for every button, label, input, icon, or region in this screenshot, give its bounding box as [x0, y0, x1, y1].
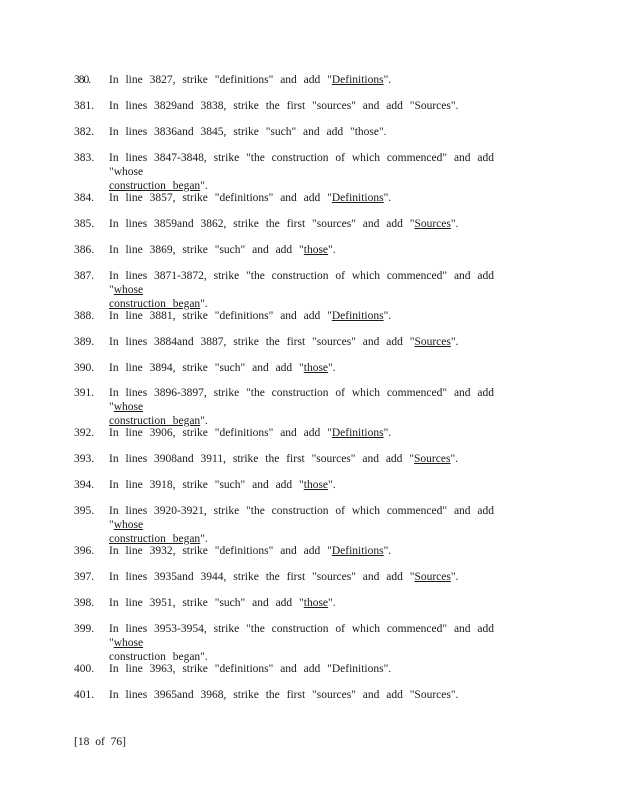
- item-text-pre: In lines 3920-3921, strike "the construction of which commenced" and add ": [109, 505, 495, 531]
- item-text-continuation: construction began".: [109, 651, 208, 663]
- item-text-pre: In line 3951, strike "such" and add ": [109, 597, 304, 609]
- item-text-insert: whose: [113, 401, 144, 413]
- item-text-pre: In line 3827, strike "definitions" and add ": [109, 74, 332, 86]
- item-text-post: ".: [383, 427, 392, 439]
- item-number: 399.: [74, 623, 95, 635]
- item-text-insert: whose: [113, 637, 144, 649]
- item-text: [109, 335, 514, 349]
- item-text-insert: Definitions: [331, 310, 384, 322]
- item-number: 384.: [74, 192, 95, 204]
- item-text-pre: In line 3869, strike "such" and add ": [109, 244, 304, 256]
- item-text-post: ".: [200, 298, 208, 310]
- item-text-post: ".: [200, 533, 208, 545]
- item-text-insert: construction began: [109, 180, 201, 192]
- item-text-insert: whose: [113, 284, 144, 296]
- item-text: [109, 426, 514, 440]
- item-text-post: ".: [450, 336, 459, 348]
- item-text-insert: those: [303, 362, 329, 374]
- item-text: [109, 478, 514, 492]
- item-text-insert: Sources: [414, 336, 451, 348]
- item-text-pre: In lines 3896-3897, strike "the construction of which commenced" and add ": [109, 387, 495, 413]
- item-text-post: ".: [383, 74, 392, 86]
- item-text-insert: construction began: [109, 298, 201, 310]
- item-text-post: ".: [383, 545, 392, 557]
- item-number: 400.: [74, 663, 95, 675]
- item-text-insert: Sources: [414, 218, 451, 230]
- item-number: 391.: [74, 387, 95, 399]
- item-text: [109, 217, 514, 231]
- item-number: 385.: [74, 218, 95, 230]
- item-number: 401.: [74, 689, 95, 701]
- item-text-pre: In lines 3884and 3887, strike the first "sources" and add ": [109, 336, 415, 348]
- item-text-pre: In line 3881, strike "definitions" and add ": [109, 310, 332, 322]
- item-text-post: ".: [383, 192, 392, 204]
- item-number: 392.: [74, 427, 95, 439]
- item-number: 395.: [74, 505, 95, 517]
- item-text-pre: In line 3906, strike "definitions" and add ": [109, 427, 332, 439]
- item-text-pre: In line 3894, strike "such" and add ": [109, 362, 304, 374]
- item-text-insert: Definitions: [331, 427, 384, 439]
- item-number: 383.: [74, 152, 95, 164]
- item-text-post: ".: [450, 571, 459, 583]
- item-text-insert: Definitions: [331, 74, 384, 86]
- item-number: 388.: [74, 310, 95, 322]
- item-text-insert: those: [303, 479, 329, 491]
- item-text-pre: In lines 3847-3848, strike "the construction of which commenced" and add "whose: [109, 152, 495, 178]
- item-text-post: ".: [450, 100, 459, 112]
- item-text-pre: In line 3918, strike "such" and add ": [109, 479, 304, 491]
- item-text-post: ".: [328, 597, 336, 609]
- item-text: [109, 191, 514, 205]
- item-text: [109, 504, 514, 546]
- item-text: [109, 73, 514, 87]
- item-text-post: ".: [200, 415, 208, 427]
- item-text-pre: In lines 3859and 3862, strike the first "sources" and add ": [109, 218, 415, 230]
- item-text-pre: In line 3932, strike "definitions" and add ": [109, 545, 332, 557]
- item-text-pre: In lines 3935and 3944, strike the first "sources" and add ": [109, 571, 415, 583]
- item-text-post: ".: [378, 126, 387, 138]
- item-number: 396.: [74, 545, 95, 557]
- item-text-post: ".: [328, 244, 336, 256]
- item-text: [109, 570, 514, 584]
- item-number: 390.: [74, 362, 95, 374]
- item-text-post: ".: [328, 479, 336, 491]
- item-text-insert: Definitions: [331, 192, 384, 204]
- item-text-insert: construction began: [109, 415, 201, 427]
- item-text-insert: those: [354, 126, 379, 138]
- item-text: [109, 596, 514, 610]
- item-number: 380.: [74, 74, 91, 86]
- item-text: [109, 544, 514, 558]
- item-text-pre: In lines 3829and 3838, strike the first "sources" and add ": [109, 100, 415, 112]
- item-number: 382.: [74, 126, 95, 138]
- item-text-insert: Sources: [414, 571, 451, 583]
- item-text-post: ".: [328, 362, 336, 374]
- item-text-insert: those: [303, 597, 329, 609]
- item-text-insert: those: [303, 244, 329, 256]
- item-number: 386.: [74, 244, 95, 256]
- item-text-insert: Sources: [414, 100, 451, 112]
- page-counter: [18 of 76]: [74, 736, 126, 748]
- item-number: 389.: [74, 336, 95, 348]
- item-text: [109, 125, 514, 139]
- item-number: 393.: [74, 453, 95, 465]
- item-text: [109, 151, 514, 193]
- item-text: In line 3963, strike "definitions" and add "Definitions".: [109, 663, 392, 675]
- item-text-post: ".: [200, 180, 208, 192]
- item-text: In lines 3965and 3968, strike the first "sources" and add "Sources".: [109, 689, 459, 701]
- item-text: [109, 243, 514, 257]
- item-text-insert: Definitions: [331, 545, 384, 557]
- item-number: 397.: [74, 571, 95, 583]
- item-text: [109, 452, 514, 466]
- item-text-post: ".: [450, 218, 459, 230]
- item-text: [109, 622, 514, 664]
- item-text: [109, 99, 514, 113]
- item-number: 387.: [74, 270, 95, 282]
- item-text-pre: In lines 3953-3954, strike "the construction of which commenced" and add ": [109, 623, 495, 649]
- item-text-insert: Sources: [414, 453, 451, 465]
- item-text: [109, 386, 514, 428]
- item-number: 398.: [74, 597, 95, 609]
- item-text-pre: In lines 3871-3872, strike "the construction of which commenced" and add ": [109, 270, 495, 296]
- item-text: [109, 361, 514, 375]
- item-text-insert: construction began: [109, 533, 201, 545]
- item-text-pre: In lines 3836and 3845, strike "such" and add ": [109, 126, 355, 138]
- item-text-pre: In line 3857, strike "definitions" and add ": [109, 192, 332, 204]
- item-text-post: ".: [383, 310, 392, 322]
- item-text-post: ".: [450, 453, 459, 465]
- item-text: [109, 309, 514, 323]
- item-text-pre: In lines 3908and 3911, strike the first "sources" and add ": [109, 453, 415, 465]
- item-text-insert: whose: [113, 519, 144, 531]
- item-number: 394.: [74, 479, 95, 491]
- item-number: 381.: [74, 100, 95, 112]
- item-text: [109, 269, 514, 311]
